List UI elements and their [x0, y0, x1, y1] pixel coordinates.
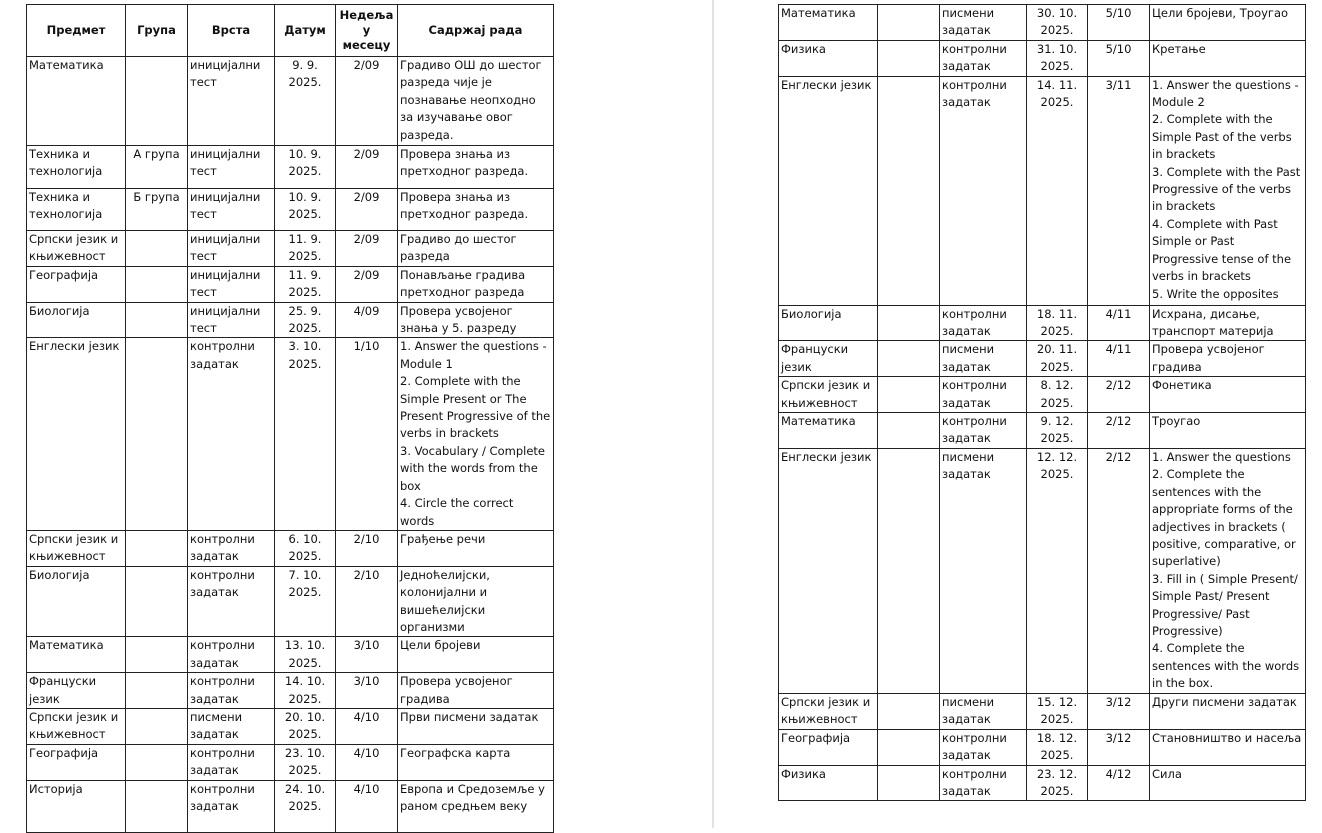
cell-week: 2/12 — [1088, 413, 1150, 449]
cell-week: 3/12 — [1088, 729, 1150, 765]
cell-content: Исхрана, дисање, транспорт материја — [1150, 305, 1306, 341]
table-row — [27, 302, 554, 338]
cell-week: 5/10 — [1088, 40, 1150, 76]
cell-week: 5/10 — [1088, 5, 1150, 41]
cell-week: 4/11 — [1088, 341, 1150, 377]
cell-type: контролни задатак — [940, 765, 1027, 801]
cell-week: 4/12 — [1088, 765, 1150, 801]
table-row — [779, 448, 1306, 693]
schedule-table-page-1 — [26, 4, 554, 833]
cell-week: 4/10 — [336, 780, 398, 832]
cell-subject: Географија — [779, 729, 878, 765]
cell-subject: Историја — [27, 780, 126, 832]
cell-date: 7. 10. 2025. — [275, 566, 336, 637]
cell-date: 18. 12. 2025. — [1027, 729, 1088, 765]
cell-subject: Математика — [779, 5, 878, 41]
cell-group — [126, 530, 188, 566]
cell-week: 2/10 — [336, 566, 398, 637]
cell-content: Понављање градива претходног разреда — [398, 266, 554, 302]
cell-group — [878, 5, 940, 41]
header-date: Датум — [275, 5, 336, 57]
cell-date: 9. 9. 2025. — [275, 57, 336, 146]
cell-date: 13. 10. 2025. — [275, 637, 336, 673]
cell-type: контролни задатак — [940, 40, 1027, 76]
table-row — [779, 413, 1306, 449]
cell-subject: Географија — [27, 266, 126, 302]
cell-group — [878, 729, 940, 765]
cell-content: Европа и Средоземље у раном средњем веку — [398, 780, 554, 832]
cell-content: Троугао — [1150, 413, 1306, 449]
cell-content: Географска карта — [398, 744, 554, 780]
cell-week: 2/10 — [336, 530, 398, 566]
cell-subject: Српски језик и књижевност — [27, 530, 126, 566]
cell-type: писмени задатак — [940, 341, 1027, 377]
table-row — [27, 231, 554, 267]
cell-date: 14. 10. 2025. — [275, 673, 336, 709]
table-row — [27, 57, 554, 146]
cell-date: 10. 9. 2025. — [275, 189, 336, 231]
cell-week: 2/09 — [336, 266, 398, 302]
cell-content: Становништво и насеља — [1150, 729, 1306, 765]
cell-type: иницијални тест — [188, 266, 275, 302]
cell-content: Фонетика — [1150, 377, 1306, 413]
cell-content: 1. Answer the questions - Module 1 2. Complete with the Simple Present or The Present Progressive of the verbs in brackets 3. Vocabulary / Complete with the words from the box 4. Circle the correct words — [398, 338, 554, 530]
table-row — [27, 708, 554, 744]
cell-subject: Физика — [779, 40, 878, 76]
cell-subject: Географија — [27, 744, 126, 780]
cell-type: иницијални тест — [188, 302, 275, 338]
table-row — [27, 530, 554, 566]
cell-week: 4/11 — [1088, 305, 1150, 341]
cell-subject: Француски језик — [27, 673, 126, 709]
cell-group — [878, 341, 940, 377]
cell-subject: Биологија — [779, 305, 878, 341]
table-row — [27, 744, 554, 780]
cell-group — [878, 40, 940, 76]
cell-type: контролни задатак — [940, 377, 1027, 413]
cell-subject: Српски језик и књижевност — [27, 708, 126, 744]
cell-type: контролни задатак — [188, 637, 275, 673]
cell-type: контролни задатак — [940, 76, 1027, 305]
cell-subject: Српски језик и књижевност — [779, 693, 878, 729]
cell-content: Провера усвојеног градива — [1150, 341, 1306, 377]
cell-date: 14. 11. 2025. — [1027, 76, 1088, 305]
cell-date: 11. 9. 2025. — [275, 266, 336, 302]
cell-date: 8. 12. 2025. — [1027, 377, 1088, 413]
cell-subject: Техника и технологија — [27, 146, 126, 189]
cell-week: 2/09 — [336, 146, 398, 189]
schedule-table-page-2 — [778, 4, 1306, 801]
cell-content: Провера усвојеног градива — [398, 673, 554, 709]
table-row — [27, 189, 554, 231]
table-row — [27, 673, 554, 709]
cell-type: писмени задатак — [188, 708, 275, 744]
cell-group — [126, 302, 188, 338]
cell-type: писмени задатак — [940, 5, 1027, 41]
cell-week: 2/09 — [336, 189, 398, 231]
cell-group — [878, 413, 940, 449]
table-row — [27, 566, 554, 637]
cell-content: Цели бројеви, Троугао — [1150, 5, 1306, 41]
cell-week: 2/12 — [1088, 377, 1150, 413]
cell-type: контролни задатак — [940, 305, 1027, 341]
cell-group — [126, 637, 188, 673]
cell-group — [878, 377, 940, 413]
table-row — [779, 729, 1306, 765]
cell-week: 3/10 — [336, 637, 398, 673]
cell-content: Провера знања из претходног разреда. — [398, 189, 554, 231]
cell-date: 6. 10. 2025. — [275, 530, 336, 566]
cell-subject: Математика — [27, 637, 126, 673]
cell-week: 4/10 — [336, 744, 398, 780]
cell-content: Грађење речи — [398, 530, 554, 566]
cell-subject: Српски језик и књижевност — [27, 231, 126, 267]
cell-content: Градиво до шестог разреда — [398, 231, 554, 267]
cell-group: А група — [126, 146, 188, 189]
cell-content: Први писмени задатак — [398, 708, 554, 744]
cell-subject: Биологија — [27, 302, 126, 338]
cell-type: контролни задатак — [940, 729, 1027, 765]
cell-date: 10. 9. 2025. — [275, 146, 336, 189]
cell-subject: Физика — [779, 765, 878, 801]
cell-week: 2/12 — [1088, 448, 1150, 693]
table-row — [779, 765, 1306, 801]
cell-date: 25. 9. 2025. — [275, 302, 336, 338]
cell-date: 30. 10. 2025. — [1027, 5, 1088, 41]
cell-week: 4/10 — [336, 708, 398, 744]
table-row — [27, 338, 554, 530]
cell-date: 31. 10. 2025. — [1027, 40, 1088, 76]
cell-date: 23. 12. 2025. — [1027, 765, 1088, 801]
cell-group — [126, 338, 188, 530]
cell-week: 2/09 — [336, 231, 398, 267]
cell-type: контролни задатак — [188, 566, 275, 637]
table-row — [779, 377, 1306, 413]
cell-type: контролни задатак — [188, 780, 275, 832]
header-group: Група — [126, 5, 188, 57]
cell-type: иницијални тест — [188, 189, 275, 231]
header-content: Садржај рада — [398, 5, 554, 57]
cell-date: 3. 10. 2025. — [275, 338, 336, 530]
cell-group — [126, 231, 188, 267]
cell-type: писмени задатак — [940, 693, 1027, 729]
cell-subject: Српски језик и књижевност — [779, 377, 878, 413]
cell-type: иницијални тест — [188, 231, 275, 267]
cell-content: Провера усвојеног знања у 5. разреду — [398, 302, 554, 338]
cell-group — [878, 765, 940, 801]
header-row — [27, 5, 554, 57]
cell-week: 2/09 — [336, 57, 398, 146]
cell-subject: Енглески језик — [27, 338, 126, 530]
cell-date: 12. 12. 2025. — [1027, 448, 1088, 693]
cell-group — [126, 566, 188, 637]
cell-content: Кретање — [1150, 40, 1306, 76]
cell-content: Цели бројеви — [398, 637, 554, 673]
cell-subject: Математика — [27, 57, 126, 146]
cell-group — [126, 780, 188, 832]
table-row — [27, 146, 554, 189]
header-type: Врста — [188, 5, 275, 57]
cell-date: 24. 10. 2025. — [275, 780, 336, 832]
cell-group — [126, 708, 188, 744]
cell-date: 20. 11. 2025. — [1027, 341, 1088, 377]
cell-group — [878, 448, 940, 693]
cell-subject: Енглески језик — [779, 448, 878, 693]
cell-group — [126, 673, 188, 709]
cell-content: Сила — [1150, 765, 1306, 801]
cell-date: 11. 9. 2025. — [275, 231, 336, 267]
cell-content: 1. Answer the questions 2. Complete the sentences with the appropriate forms of the adjectives in brackets ( positive, comparative, or superlative) 3. Fill in ( Simple Present/ Simple Past/ Present Progressive/ Past Progressive) 4. Complete the sentences with the words in the box. — [1150, 448, 1306, 693]
cell-group — [878, 76, 940, 305]
table-row — [779, 305, 1306, 341]
cell-type: иницијални тест — [188, 146, 275, 189]
table-row — [779, 341, 1306, 377]
table-row — [27, 266, 554, 302]
cell-date: 20. 10. 2025. — [275, 708, 336, 744]
table-row — [27, 637, 554, 673]
table-row — [27, 780, 554, 832]
cell-type: контролни задатак — [188, 338, 275, 530]
cell-content: Други писмени задатак — [1150, 693, 1306, 729]
table-row — [779, 76, 1306, 305]
cell-date: 9. 12. 2025. — [1027, 413, 1088, 449]
cell-content: Провера знања из претходног разреда. — [398, 146, 554, 189]
cell-type: контролни задатак — [188, 744, 275, 780]
table-row — [779, 40, 1306, 76]
page-divider — [712, 0, 714, 828]
cell-type: писмени задатак — [940, 448, 1027, 693]
table-row — [779, 693, 1306, 729]
cell-week: 3/11 — [1088, 76, 1150, 305]
cell-group — [878, 693, 940, 729]
cell-subject: Биологија — [27, 566, 126, 637]
cell-subject: Техника и технологија — [27, 189, 126, 231]
cell-group — [126, 266, 188, 302]
cell-week: 3/12 — [1088, 693, 1150, 729]
cell-week: 3/10 — [336, 673, 398, 709]
header-week: Недеља у месецу — [336, 5, 398, 57]
cell-subject: Енглески језик — [779, 76, 878, 305]
cell-type: контролни задатак — [188, 530, 275, 566]
cell-week: 4/09 — [336, 302, 398, 338]
cell-date: 15. 12. 2025. — [1027, 693, 1088, 729]
cell-group — [878, 305, 940, 341]
cell-week: 1/10 — [336, 338, 398, 530]
cell-date: 23. 10. 2025. — [275, 744, 336, 780]
cell-group — [126, 57, 188, 146]
cell-date: 18. 11. 2025. — [1027, 305, 1088, 341]
cell-type: контролни задатак — [188, 673, 275, 709]
cell-group — [126, 744, 188, 780]
cell-content: Градиво ОШ до шестог разреда чије је познавање неопходно за изучавање овог разреда. — [398, 57, 554, 146]
cell-type: контролни задатак — [940, 413, 1027, 449]
cell-content: 1. Answer the questions - Module 2 2. Complete with the Simple Past of the verbs in brackets 3. Complete with the Past Progressive of the verbs in brackets 4. Complete with Past Simple or Past Progressive tense of the verbs in brackets 5. Write the opposites — [1150, 76, 1306, 305]
cell-type: иницијални тест — [188, 57, 275, 146]
cell-content: Једноћелијски, колонијални и вишећелијски организми — [398, 566, 554, 637]
table-row — [779, 5, 1306, 41]
cell-subject: Француски језик — [779, 341, 878, 377]
header-subject: Предмет — [27, 5, 126, 57]
cell-subject: Математика — [779, 413, 878, 449]
cell-group: Б група — [126, 189, 188, 231]
